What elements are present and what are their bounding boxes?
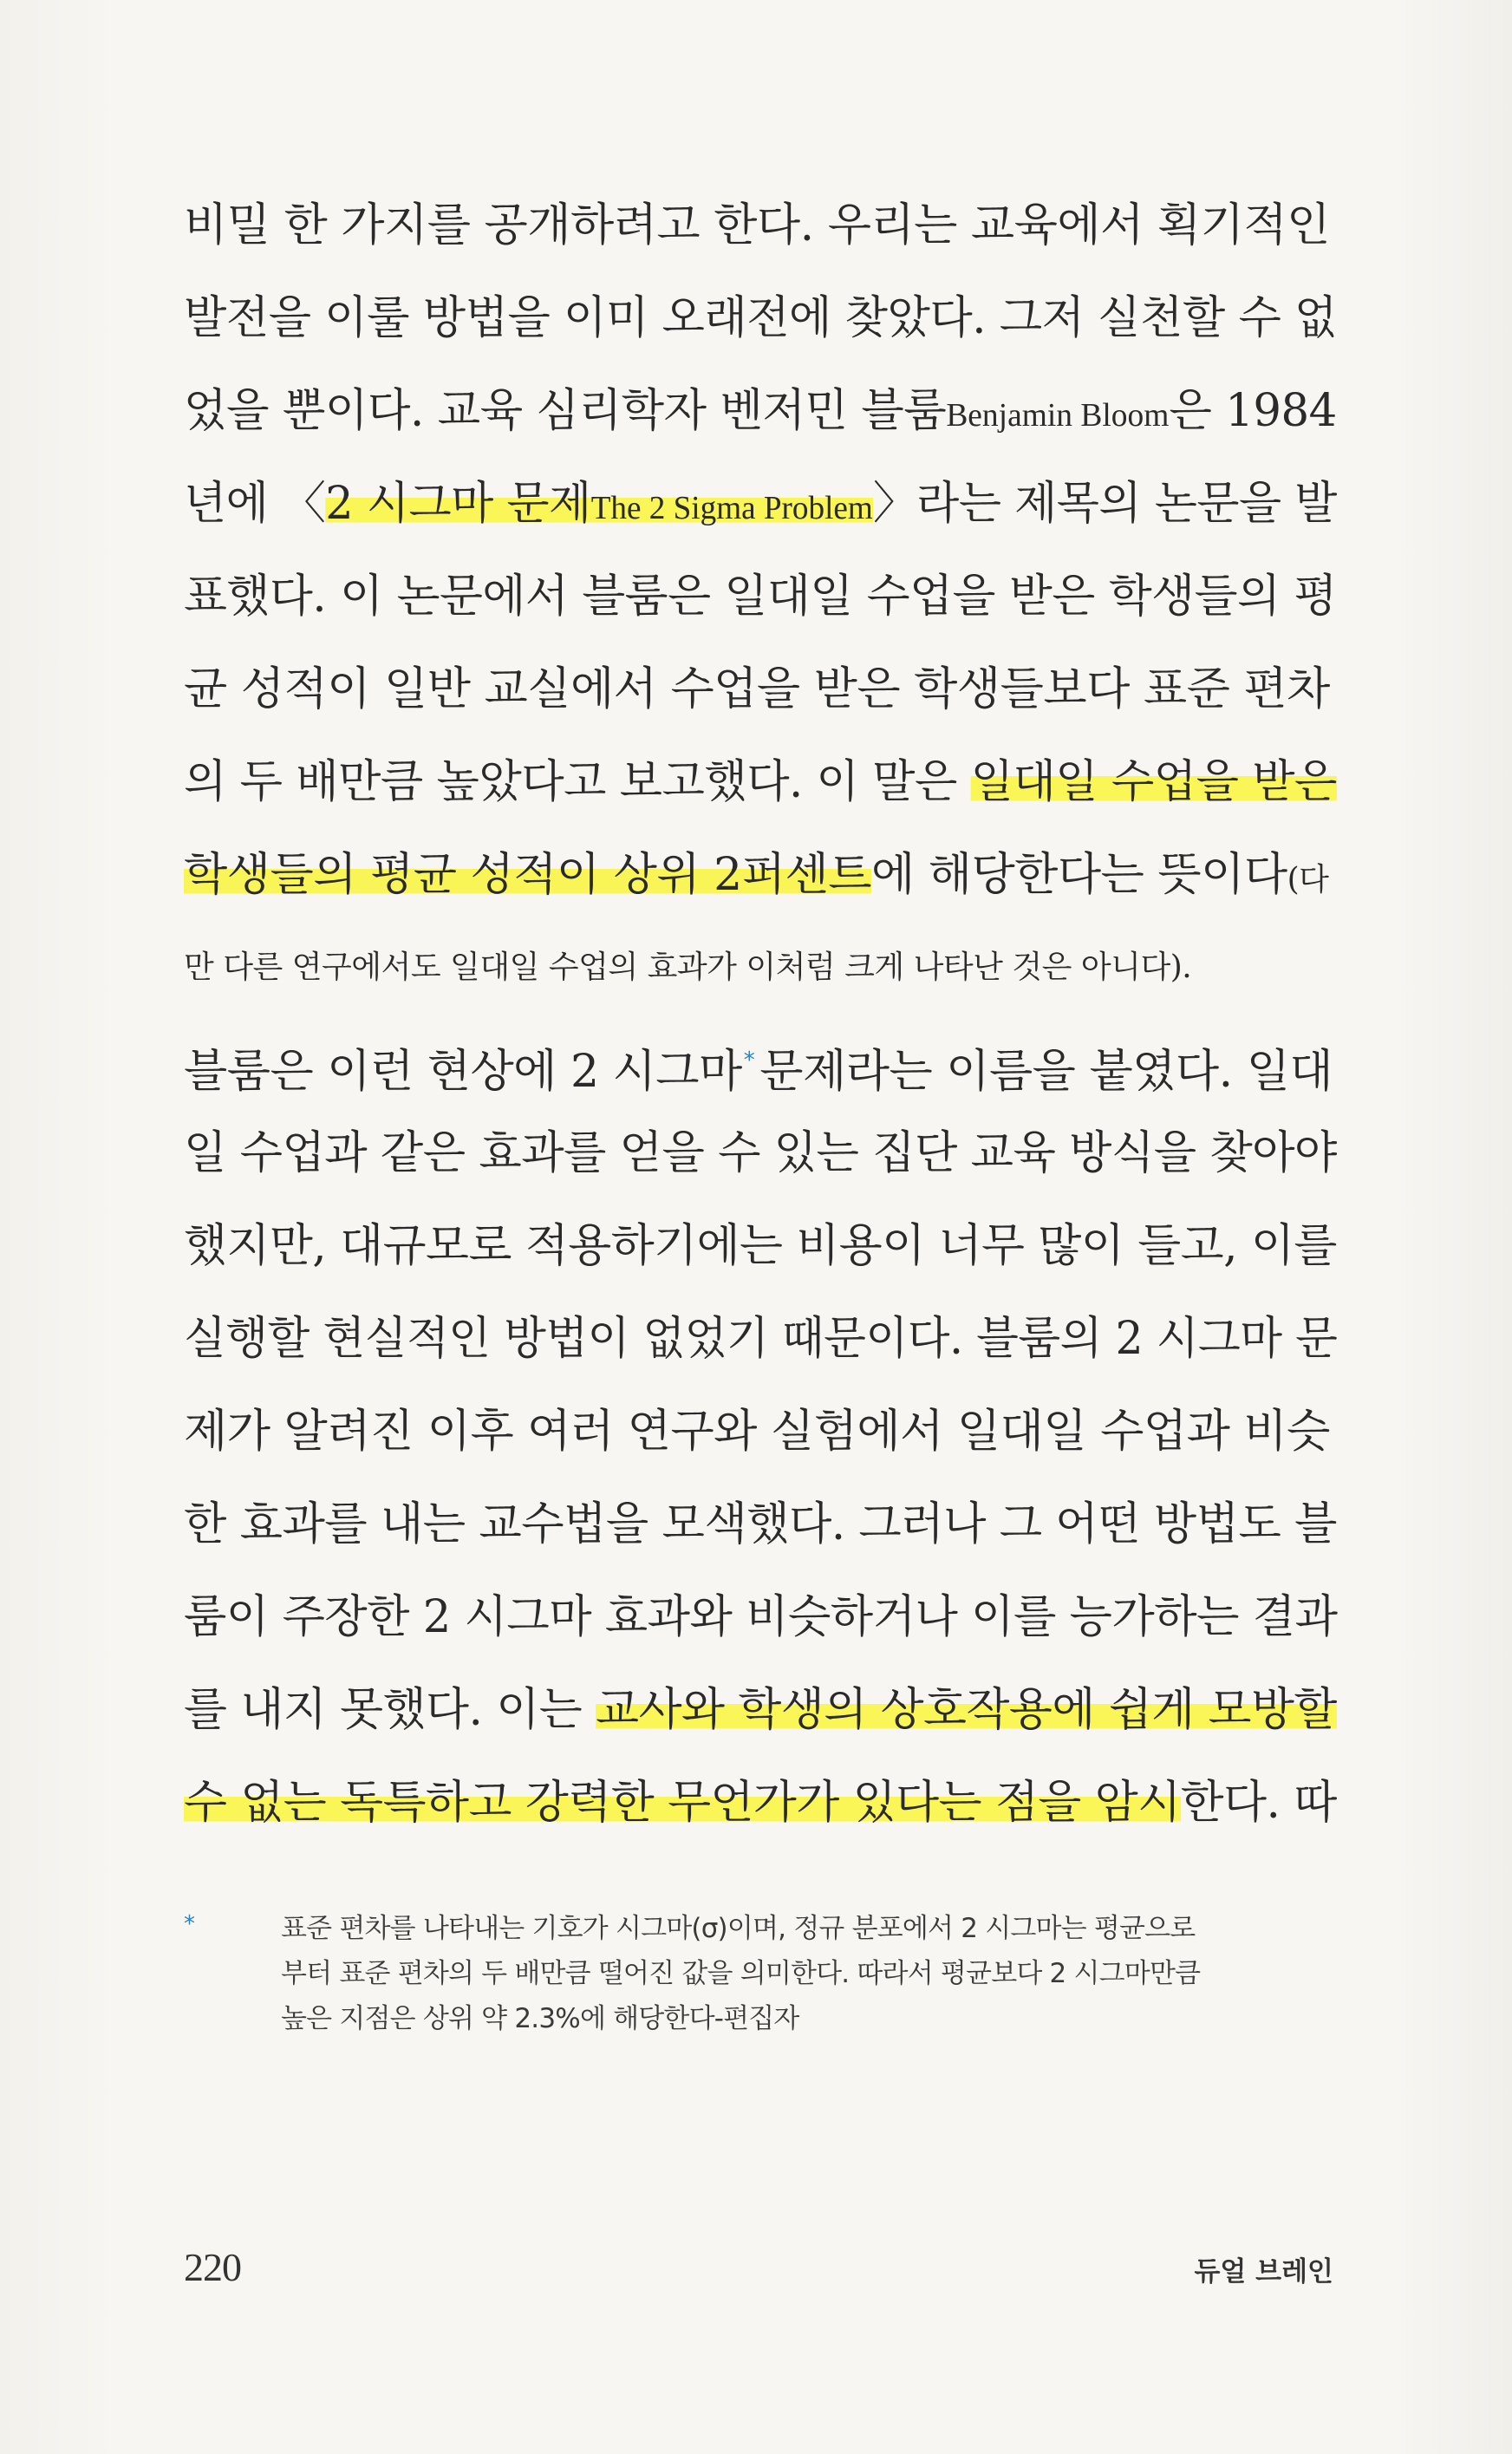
footnote-marker: * xyxy=(184,1911,195,1937)
text-line-15 xyxy=(184,1494,1337,1555)
text-line-11 xyxy=(184,1123,1337,1184)
text-segment: 일 수업과 같은 효과를 얻을 수 있는 집단 교육 방식을 찾아야 xyxy=(184,1127,1337,1179)
text-line-5 xyxy=(184,566,1337,627)
text-segment: 었을 뿐이다. 교육 심리학자 벤저민 블룸 xyxy=(184,385,947,437)
text-segment: 2 시그마 문제 xyxy=(325,478,591,530)
text-segment: 〉라는 제목의 논문을 발 xyxy=(872,478,1337,530)
text-segment: 실행할 현실적인 방법이 없었기 때문이다. 블룸의 2 시그마 문 xyxy=(184,1313,1338,1365)
text-segment: 제가 알려진 이후 여러 연구와 실험에서 일대일 수업과 비슷 xyxy=(184,1406,1330,1458)
text-line-14 xyxy=(184,1401,1330,1462)
text-segment: 한다. 따 xyxy=(1180,1777,1337,1829)
latin-title: The 2 Sigma Problem xyxy=(590,490,873,526)
text-line-13 xyxy=(184,1309,1337,1369)
text-line-7 xyxy=(184,752,1337,813)
text-segment: 은 1984 xyxy=(1169,385,1337,437)
text-segment: 의 두 배만큼 높았다고 보고했다. 이 말은 xyxy=(184,756,971,808)
text-line-4 xyxy=(184,473,1337,534)
text-segment: 발전을 이룰 방법을 이미 오래전에 찾았다. 그저 실천할 수 없 xyxy=(184,292,1337,344)
latin-name: Benjamin Bloom xyxy=(946,397,1170,434)
text-line-8 xyxy=(184,845,1328,905)
text-line-2 xyxy=(184,288,1337,349)
footnote-reference[interactable]: * xyxy=(743,1048,755,1074)
text-segment: 년에 〈 xyxy=(184,478,326,530)
text-line-16 xyxy=(184,1587,1337,1648)
text-segment: 룸이 주장한 2 시그마 효과와 비슷하거나 이를 능가하는 결과 xyxy=(184,1591,1338,1643)
highlighted-text: 교사와 학생의 상호작용에 쉽게 모방할 xyxy=(596,1684,1337,1736)
text-segment: 한 효과를 내는 교수법을 모색했다. 그러나 그 어떤 방법도 블 xyxy=(184,1498,1337,1550)
highlighted-text: 학생들의 평균 성적이 상위 2퍼센트 xyxy=(184,849,871,901)
highlighted-text xyxy=(325,478,873,530)
text-line-3 xyxy=(184,381,1337,441)
running-title: 듀얼 브레인 xyxy=(1194,2256,1333,2288)
footnote-line-3: 높은 지점은 상위 약 2.3%에 해당한다-편집자 xyxy=(281,2003,799,2034)
text-segment: 만 다른 연구에서도 일대일 수업의 효과가 이처럼 크게 나타난 것은 아니다). xyxy=(184,950,1192,985)
text-segment: 문제라는 이름을 붙였다. 일대 xyxy=(759,1046,1333,1098)
page-number: 220 xyxy=(184,2245,241,2289)
highlighted-text: 수 없는 독특하고 강력한 무언가가 있다는 점을 암시 xyxy=(184,1777,1181,1829)
text-line-17 xyxy=(184,1680,1337,1740)
text-line-9 xyxy=(184,937,1191,998)
text-line-1 xyxy=(184,195,1330,256)
text-segment: 비밀 한 가지를 공개하려고 한다. 우리는 교육에서 획기적인 xyxy=(184,199,1330,251)
text-segment: 를 내지 못했다. 이는 xyxy=(184,1684,596,1736)
text-segment: 균 성적이 일반 교실에서 수업을 받은 학생들보다 표준 편차 xyxy=(184,663,1330,715)
footnote-line-1: 표준 편차를 나타내는 기호가 시그마(σ)이며, 정규 분포에서 2 시그마는 평균으로 xyxy=(281,1913,1196,1944)
text-segment: 했지만, 대규모로 적용하기에는 비용이 너무 많이 들고, 이를 xyxy=(184,1220,1337,1272)
footnote-line-2: 부터 표준 편차의 두 배만큼 떨어진 값을 의미한다. 따라서 평균보다 2 시그마만큼 xyxy=(281,1958,1201,1989)
text-segment: (다 xyxy=(1287,862,1329,897)
text-line-18 xyxy=(184,1772,1337,1833)
text-segment: 에 해당한다는 뜻이다 xyxy=(870,849,1287,901)
text-line-6 xyxy=(184,659,1330,720)
text-line-12 xyxy=(184,1216,1337,1276)
text-segment: 표했다. 이 논문에서 블룸은 일대일 수업을 받은 학생들의 평 xyxy=(184,571,1337,623)
text-segment: 블룸은 이런 현상에 2 시그마 xyxy=(184,1046,742,1098)
highlighted-text: 일대일 수업을 받은 xyxy=(970,756,1337,808)
text-line-10 xyxy=(184,1030,1333,1098)
